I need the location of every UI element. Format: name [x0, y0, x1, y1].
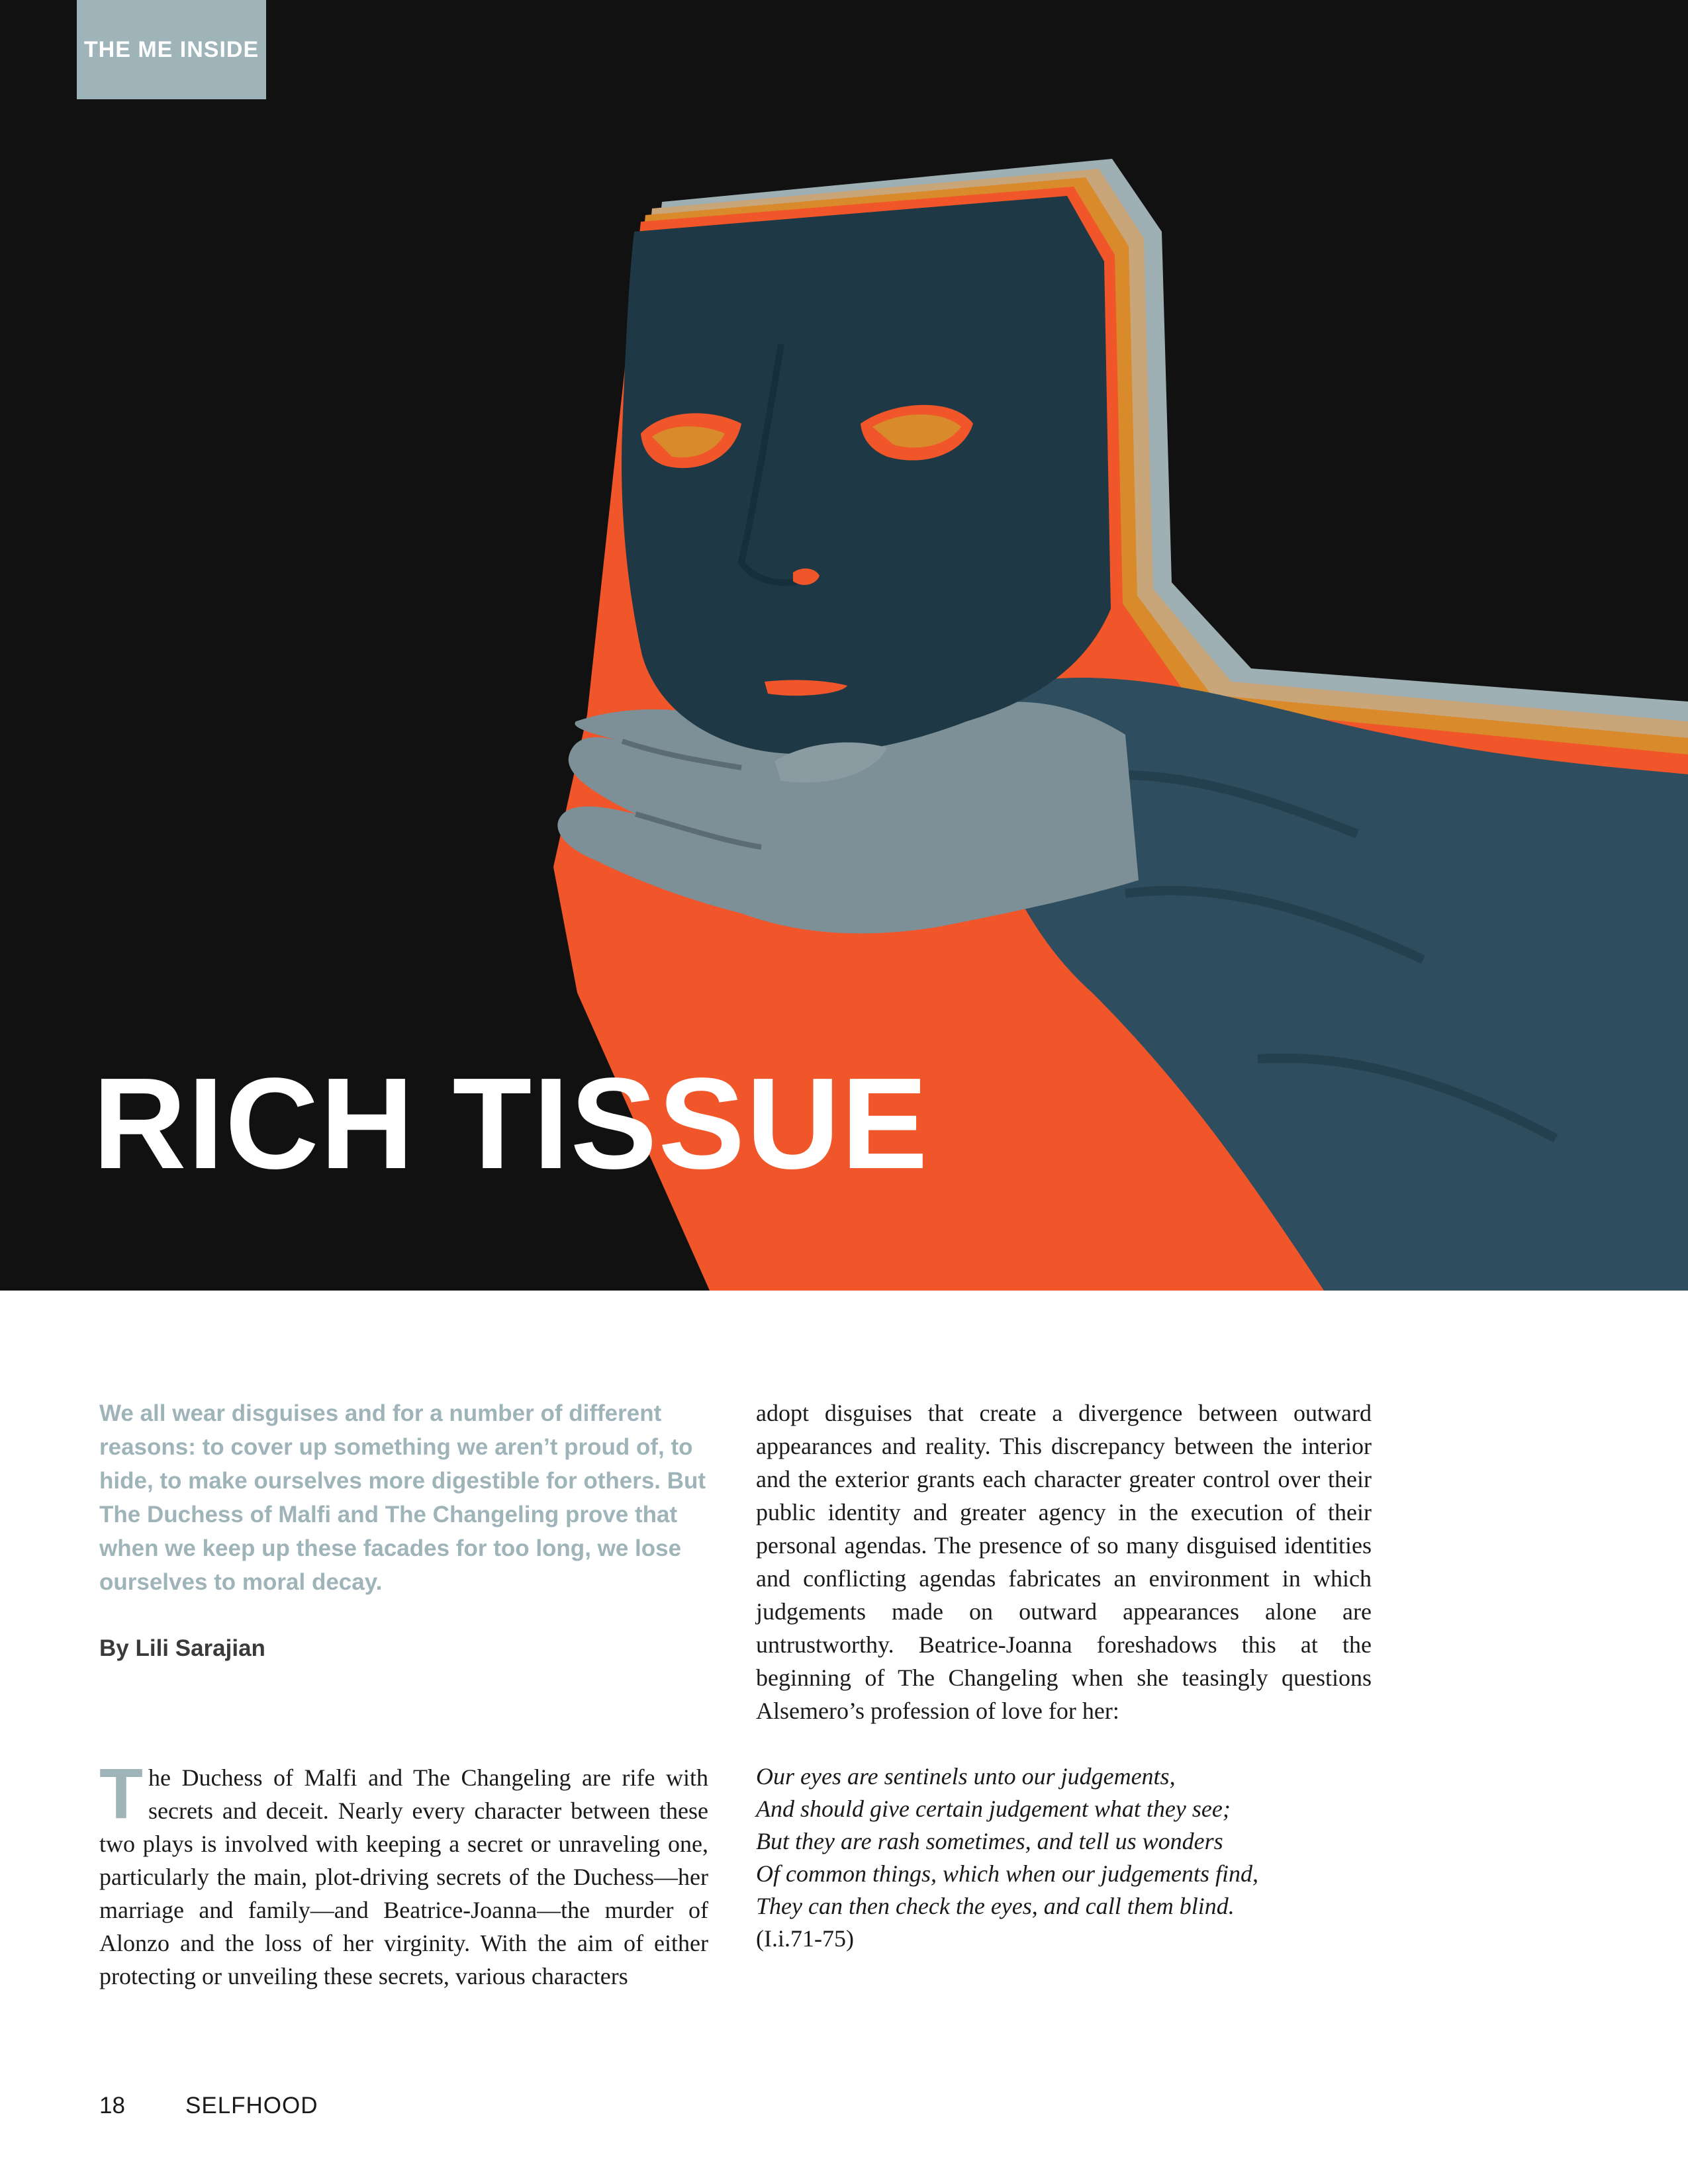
quote-line: Of common things, which when our judgements find, — [756, 1860, 1258, 1887]
body-paragraph-1 — [99, 1753, 708, 1993]
byline: By Lili Sarajian — [99, 1635, 265, 1661]
block-quote — [756, 1760, 1372, 1955]
quote-line: They can then check the eyes, and call them blind. — [756, 1893, 1235, 1919]
quote-citation: (I.i.71-75) — [756, 1925, 854, 1952]
left-column — [99, 1396, 708, 1993]
section-tag — [77, 0, 266, 99]
quote-line: And should give certain judgement what they see; — [756, 1796, 1231, 1822]
body-paragraph-1-continued: adopt disguises that create a divergence between outward appearances and reality. This discrepancy between the interior and the exterior grants each character greater control over their public identity and greater agency in the execution of their personal agendas. The presence of so many disguised identities and conflicting agendas fabricates an environment in which judgements made on outward appearances alone are untrustworthy. Beatrice-Joanna foreshadows this at the beginning of The Changeling when she teasingly questions Alsemero’s profession of love for her: — [756, 1400, 1372, 1724]
standfirst: We all wear disguises and for a number of different reasons: to cover up something we aren’t proud of, to hide, to make ourselves more digestible for others. But The Duchess of Malfi and The Changeling prove that when we keep up these facades for too long, we lose ourselves to moral decay. — [99, 1400, 706, 1595]
section-tag-label: THE ME INSIDE — [83, 36, 259, 62]
drop-cap: T — [99, 1753, 143, 1833]
quote-line: But they are rash sometimes, and tell us wonders — [756, 1828, 1223, 1854]
magazine-name: SELFHOOD — [185, 2093, 318, 2118]
body-paragraph-1-text: he Duchess of Malfi and The Changeling are rife with secrets and deceit. Nearly every character between these two plays is involved with keeping a secret or unraveling one, particularly the main, plot-driving secrets of the Duchess—her marriage and family—and Beatrice-Joanna—the murder of Alonzo and the loss of her virginity. With the aim of either protecting or unveiling these secrets, various characters — [99, 1764, 708, 1989]
quote-line: Our eyes are sentinels unto our judgements, — [756, 1763, 1176, 1790]
right-column — [756, 1396, 1372, 1955]
page-number: 18 — [99, 2093, 125, 2118]
article-title: RICH TISSUE — [93, 1051, 929, 1196]
